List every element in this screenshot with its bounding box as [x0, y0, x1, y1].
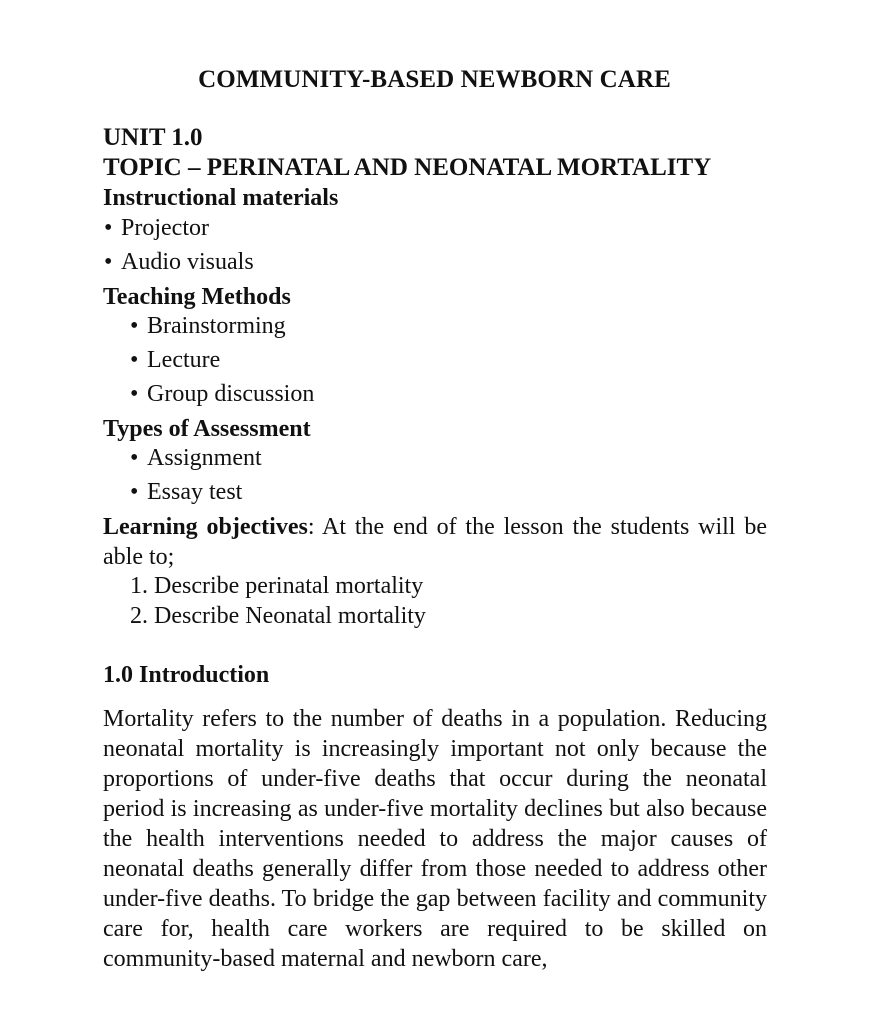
- learning-objectives-paragraph: [103, 512, 767, 572]
- list-item: • Projector: [104, 215, 209, 241]
- bullet-icon: •: [130, 313, 139, 339]
- topic-heading: TOPIC – PERINATAL AND NEONATAL MORTALITY: [103, 154, 712, 181]
- unit-label: UNIT 1.0: [103, 124, 203, 151]
- teaching-methods-heading: Teaching Methods: [103, 284, 291, 310]
- bullet-icon: •: [130, 381, 139, 407]
- introduction-paragraph: Mortality refers to the number of deaths in a population. Reducing neonatal mortality is increasingly important not only because the proportions of under-five deaths that occur during the neonatal period is increasing as under-five mortality declines but also because the health interventions needed to address the major causes of neonatal deaths generally differ from those needed to address other under-five deaths. To bridge the gap between facility and community care for, health care workers are required to be skilled on community-based maternal and newborn care,: [103, 706, 767, 972]
- learning-objectives-intro: : At the end of the lesson the students will be able to;: [103, 514, 767, 570]
- learning-objectives-heading: Learning objectives: [103, 514, 308, 540]
- list-item: • Assignment: [130, 445, 262, 471]
- list-item: • Essay test: [130, 479, 243, 505]
- introduction-heading: 1.0 Introduction: [103, 662, 270, 688]
- bullet-icon: •: [130, 479, 139, 505]
- assessment-heading: Types of Assessment: [103, 416, 311, 442]
- list-item: • Lecture: [130, 347, 221, 373]
- bullet-icon: •: [104, 215, 113, 241]
- list-item: • Group discussion: [130, 381, 315, 407]
- list-item: • Audio visuals: [104, 249, 254, 275]
- objective-item: 1. Describe perinatal mortality: [130, 573, 424, 599]
- document-title: COMMUNITY-BASED NEWBORN CARE: [198, 66, 671, 93]
- instructional-materials-heading: Instructional materials: [103, 185, 339, 211]
- list-item: • Brainstorming: [130, 313, 286, 339]
- bullet-icon: •: [130, 347, 139, 373]
- bullet-icon: •: [130, 445, 139, 471]
- bullet-icon: •: [104, 249, 113, 275]
- objective-item: 2. Describe Neonatal mortality: [130, 603, 426, 629]
